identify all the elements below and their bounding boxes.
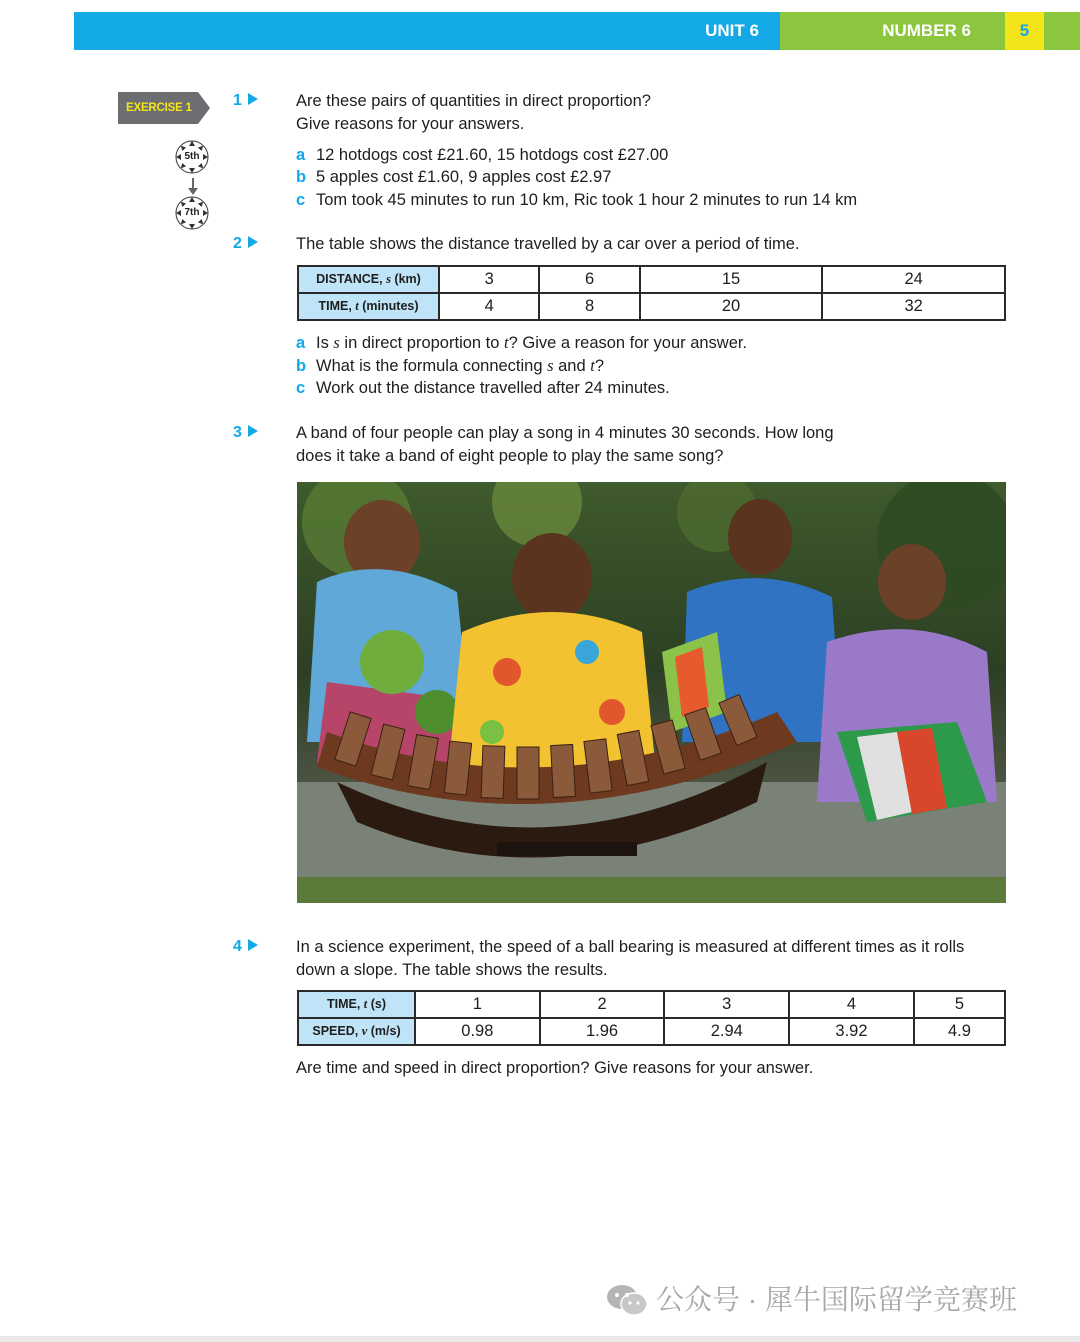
- table-cell: 4: [789, 991, 914, 1018]
- question-1-number: [233, 92, 258, 110]
- q2-part-c: [296, 377, 670, 399]
- q2-part-b: [296, 355, 604, 377]
- part-text: in direct proportion to: [339, 334, 505, 352]
- table-cell: 24: [822, 266, 1005, 293]
- exercise-label: EXERCISE 1: [126, 102, 192, 114]
- wechat-icon: [606, 1284, 648, 1316]
- table-cell: 0.98: [415, 1018, 540, 1045]
- table-row: [298, 991, 1005, 1018]
- play-arrow-icon: [248, 93, 258, 105]
- table-row-header: [298, 293, 439, 320]
- table-cell: 6: [539, 266, 639, 293]
- variable: s: [333, 333, 340, 352]
- part-letter: c: [296, 191, 306, 209]
- question-4-number: [233, 938, 258, 956]
- header-text: TIME,: [326, 997, 364, 1011]
- part-text: Is: [316, 334, 334, 352]
- q1-number-text: 1: [233, 92, 242, 109]
- table-row-header: [298, 991, 415, 1018]
- q1-part-b: [296, 166, 611, 188]
- variable: v: [361, 1024, 368, 1038]
- q3-number-text: 3: [233, 424, 242, 441]
- table-row-header: [298, 266, 439, 293]
- section-label: NUMBER 6: [780, 12, 1005, 50]
- page-number: 5: [1005, 12, 1044, 50]
- header-unit: (km): [390, 272, 421, 286]
- q3-prompt: [296, 422, 834, 467]
- part-text: ?: [594, 357, 605, 375]
- header-unit: (minutes): [358, 299, 419, 313]
- part-text: and: [553, 357, 591, 375]
- table-cell: 15: [640, 266, 823, 293]
- question-3-number: [233, 424, 258, 442]
- header-text: SPEED,: [312, 1024, 362, 1038]
- q4-number-text: 4: [233, 938, 242, 955]
- part-letter: b: [296, 357, 307, 375]
- table-cell: 2.94: [664, 1018, 789, 1045]
- q2-intro: The table shows the distance travelled by a car over a period of time.: [296, 235, 800, 253]
- question-2-number: [233, 235, 258, 253]
- table-cell: 2: [540, 991, 665, 1018]
- q1-prompt: [296, 90, 651, 135]
- q1-line2: Give reasons for your answers.: [296, 114, 525, 133]
- part-text: What is the formula connecting: [316, 357, 548, 375]
- variable: s: [547, 356, 554, 375]
- table-row: [298, 1018, 1005, 1045]
- watermark-text: 公众号 · 犀牛国际留学竞赛班: [656, 1284, 1017, 1315]
- q2-part-a: [296, 332, 747, 354]
- band-photo-illustration: [297, 482, 1006, 903]
- part-letter: a: [296, 334, 306, 352]
- play-arrow-icon: [248, 425, 258, 437]
- q4-question: Are time and speed in direct proportion? Give reasons for your answer.: [296, 1059, 814, 1077]
- part-text: Work out the distance travelled after 24 minutes.: [316, 379, 670, 397]
- q1-part-a: [296, 144, 668, 166]
- q4-line2: down a slope. The table shows the results.: [296, 960, 608, 979]
- play-arrow-icon: [248, 939, 258, 951]
- variable: t: [504, 333, 509, 352]
- header-blue-band: [74, 12, 780, 50]
- grade-from-label: 5th: [184, 151, 200, 162]
- q2-number-text: 2: [233, 235, 242, 252]
- header-text: DISTANCE,: [316, 272, 387, 286]
- band-photo: [297, 482, 1006, 903]
- play-arrow-icon: [248, 236, 258, 248]
- time-speed-table: [297, 990, 1006, 1046]
- q1-part-c: [296, 189, 857, 211]
- arrow-down-icon: [187, 178, 199, 196]
- part-text: 5 apples cost £1.60, 9 apples cost £2.97: [316, 168, 612, 186]
- part-text: 12 hotdogs cost £21.60, 15 hotdogs cost £27.00: [316, 146, 669, 164]
- header-text: TIME,: [318, 299, 356, 313]
- table-cell: 4.9: [914, 1018, 1005, 1045]
- q3-line1: A band of four people can play a song in 4 minutes 30 seconds. How long: [296, 424, 834, 442]
- q1-line1: Are these pairs of quantities in direct proportion?: [296, 92, 651, 110]
- part-letter: c: [296, 379, 306, 397]
- variable: s: [386, 272, 391, 286]
- table-cell: 1.96: [540, 1018, 665, 1045]
- table-cell: 3: [664, 991, 789, 1018]
- table-cell: 4: [439, 293, 539, 320]
- grade-to-label: 7th: [184, 207, 200, 218]
- table-row: [298, 266, 1005, 293]
- part-letter: a: [296, 146, 306, 164]
- header-unit: (m/s): [367, 1024, 401, 1038]
- grade-badge-to: [175, 196, 209, 230]
- part-letter: b: [296, 168, 307, 186]
- table-row-header: [298, 1018, 415, 1045]
- table-cell: 1: [415, 991, 540, 1018]
- part-text: Tom took 45 minutes to run 10 km, Ric took 1 hour 2 minutes to run 14 km: [316, 191, 858, 209]
- page-header: [74, 12, 1080, 50]
- bottom-bar: [0, 1336, 1080, 1342]
- table-cell: 20: [640, 293, 823, 320]
- table-cell: 3: [439, 266, 539, 293]
- exercise-tag: [118, 92, 210, 124]
- grade-badge-from: [175, 140, 209, 174]
- variable: t: [590, 356, 595, 375]
- q3-line2: does it take a band of eight people to play the same song?: [296, 446, 724, 465]
- table-row: [298, 293, 1005, 320]
- q4-line1: In a science experiment, the speed of a ball bearing is measured at different times as it rolls: [296, 938, 965, 956]
- q4-prompt: [296, 936, 964, 981]
- unit-label: UNIT 6: [705, 21, 759, 40]
- distance-time-table: [297, 265, 1006, 321]
- variable: t: [355, 299, 359, 313]
- table-cell: 5: [914, 991, 1005, 1018]
- part-text: ? Give a reason for your answer.: [508, 334, 748, 352]
- table-cell: 32: [822, 293, 1005, 320]
- table-cell: 8: [539, 293, 639, 320]
- table-cell: 3.92: [789, 1018, 914, 1045]
- header-green-end: [1044, 12, 1080, 50]
- variable: t: [363, 997, 368, 1011]
- header-unit: (s): [367, 997, 387, 1011]
